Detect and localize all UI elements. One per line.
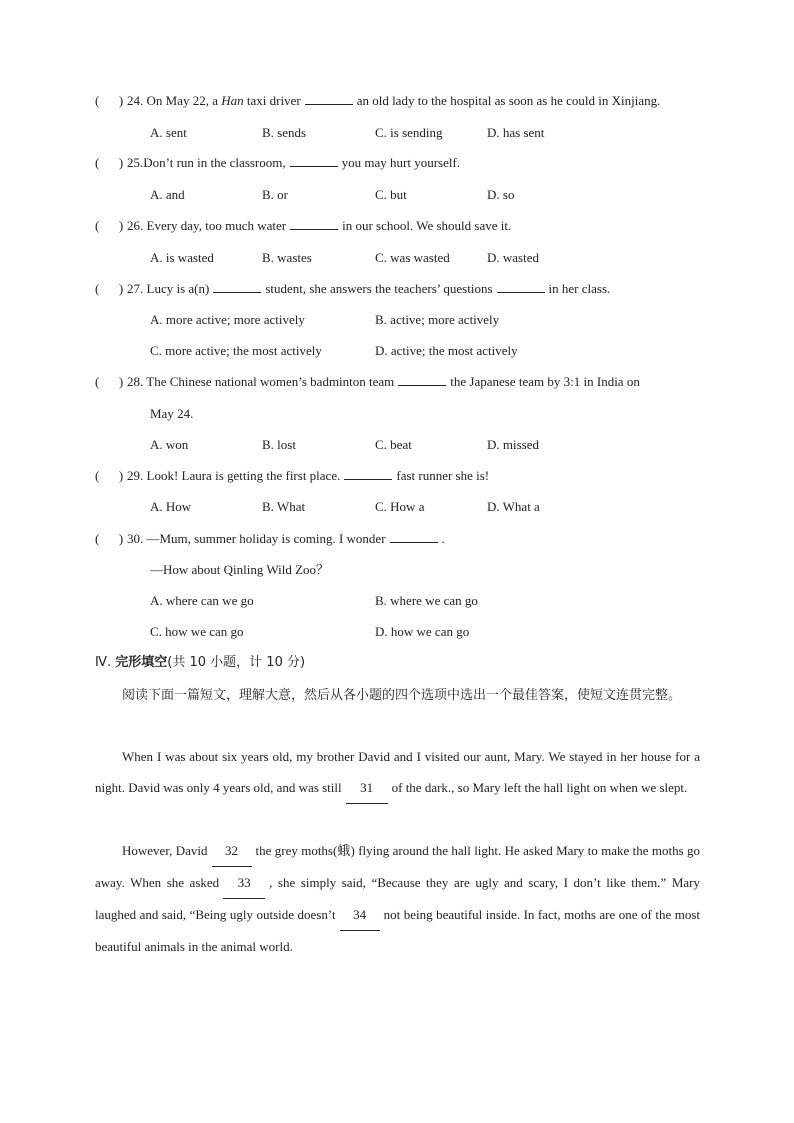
option-d[interactable]: D. wasted <box>487 250 539 265</box>
option-b[interactable]: B. or <box>262 187 288 202</box>
option-c[interactable]: C. How a <box>375 499 425 514</box>
option-d[interactable]: D. how we can go <box>375 624 470 639</box>
section-instruction: 阅读下面一篇短文，理解大意，然后从各小题的四个选项中选出一个最佳答案，使短文连贯完整。 <box>122 688 682 703</box>
option-b[interactable]: B. sends <box>262 125 307 140</box>
question-27: ( ) 27. Lucy is a(n) student, she answers the teachers’ questions in her class. <box>95 281 611 296</box>
blank-34[interactable]: 34 <box>340 899 380 931</box>
section-heading: Ⅳ. 完形填空(共 10 小题，计 10 分) <box>95 655 306 670</box>
passage-paragraph-1: When I was about six years old, my brother David and I visited our aunt, Mary. We stayed in her house for a night. David was only 4 years old, and was still 31 of the dark., so Mary left the hall light on when we slept. <box>95 741 700 804</box>
option-a[interactable]: A. How <box>150 499 192 514</box>
option-a[interactable]: A. where can we go <box>150 593 254 608</box>
blank-33[interactable]: 33 <box>223 867 265 899</box>
answer-blank[interactable] <box>290 154 338 167</box>
option-b[interactable]: B. wastes <box>262 250 312 265</box>
option-c[interactable]: C. more active; the most actively <box>150 343 322 358</box>
option-b[interactable]: B. where we can go <box>375 593 478 608</box>
option-b[interactable]: B. active; more actively <box>375 312 500 327</box>
option-a[interactable]: A. more active; more actively <box>150 312 305 327</box>
question-30-reply: —How about Qinling Wild Zoo？ <box>150 562 330 577</box>
option-d[interactable]: D. What a <box>487 499 540 514</box>
answer-blank[interactable] <box>290 217 338 230</box>
option-b[interactable]: B. What <box>262 499 306 514</box>
passage-paragraph-2: However, David 32 the grey moths(蛾) flying around the hall light. He asked Mary to make the moths go away. When she asked 33 , she simply said, “Because they are ugly and scary, I don’t like them.” Mary laughed and said, “Being ugly outside doesn’t 34 not being beautiful inside. In fact, moths are one of the most beautiful animals in the animal world. <box>95 835 700 962</box>
option-b[interactable]: B. lost <box>262 437 296 452</box>
answer-blank[interactable] <box>305 92 353 105</box>
option-d[interactable]: D. so <box>487 187 515 202</box>
question-24: ( ) 24. On May 22, a Han taxi driver an old lady to the hospital as soon as he could in Xinjiang. <box>95 93 661 108</box>
option-a[interactable]: A. won <box>150 437 189 452</box>
option-a[interactable]: A. and <box>150 187 185 202</box>
blank-31[interactable]: 31 <box>346 772 388 804</box>
answer-blank[interactable] <box>497 280 545 293</box>
question-25: ( ) 25.Don’t run in the classroom, you may hurt yourself. <box>95 155 461 170</box>
question-29: ( ) 29. Look! Laura is getting the first place. fast runner she is! <box>95 468 490 483</box>
answer-blank[interactable] <box>344 467 392 480</box>
question-28: ( ) 28. The Chinese national women’s badminton team the Japanese team by 3:1 in India on <box>95 374 640 389</box>
question-26: ( ) 26. Every day, too much water in our school. We should save it. <box>95 218 512 233</box>
answer-blank[interactable] <box>213 280 261 293</box>
option-d[interactable]: D. has sent <box>487 125 545 140</box>
option-c[interactable]: C. beat <box>375 437 412 452</box>
answer-blank[interactable] <box>390 530 438 543</box>
question-30: ( ) 30. —Mum, summer holiday is coming. I wonder . <box>95 531 445 546</box>
option-a[interactable]: A. is wasted <box>150 250 214 265</box>
answer-blank[interactable] <box>398 373 446 386</box>
option-c[interactable]: C. but <box>375 187 407 202</box>
option-c[interactable]: C. was wasted <box>375 250 450 265</box>
option-c[interactable]: C. is sending <box>375 125 443 140</box>
option-d[interactable]: D. active; the most actively <box>375 343 518 358</box>
option-d[interactable]: D. missed <box>487 437 539 452</box>
blank-32[interactable]: 32 <box>212 835 252 867</box>
option-c[interactable]: C. how we can go <box>150 624 244 639</box>
question-28-continued: May 24. <box>150 406 194 421</box>
option-a[interactable]: A. sent <box>150 125 187 140</box>
